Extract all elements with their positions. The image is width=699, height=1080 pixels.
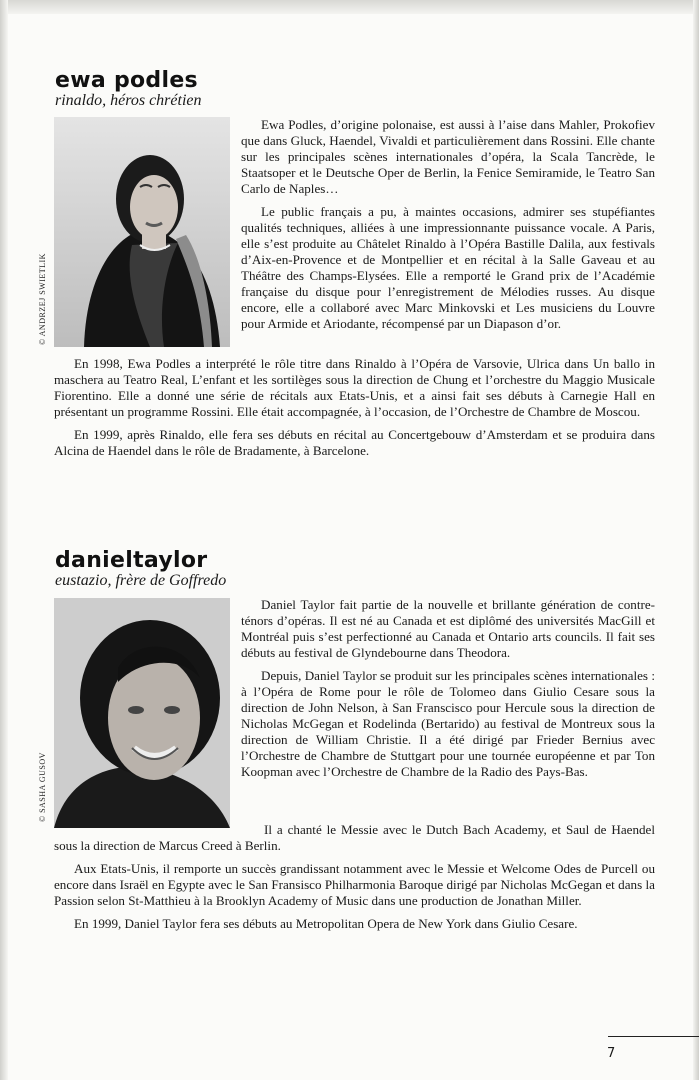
scan-edge-top bbox=[0, 0, 699, 14]
artist-first-name: ewa bbox=[55, 68, 106, 93]
portrait-photo-podles bbox=[54, 117, 230, 347]
scan-edge-right bbox=[693, 0, 699, 1080]
bio-paragraph: En 1999, après Rinaldo, elle fera ses débuts en récital au Concertgebouw d’Amsterdam et se produira dans Alcina de Haendel dans le rôle de Bradamente, à Barcelone. bbox=[54, 427, 655, 458]
bio-side-taylor bbox=[241, 597, 655, 780]
bio-paragraph: En 1998, Ewa Podles a interprété le rôle titre dans Rinaldo à l’Opéra de Varsovie, Ulrica dans Un ballo in maschera au Teatro Real, L’enfant et les sortilèges sous la direction de Chung et l’orchestre du Maggio Musicale Fiorentino. Elle a donné une série de récitals aux Etats-Unis, et a ainsi fait ses débuts à Carnegie Hall en présentant un programme Rossini. Elle était accompagnée, à l’occasion, de l’Orchestre de Chambre de Moscou. bbox=[54, 356, 655, 419]
footer-rule bbox=[608, 1036, 699, 1037]
bio-paragraph: En 1999, Daniel Taylor fera ses débuts au Metropolitan Opera de New York dans Giulio Cesare. bbox=[74, 916, 578, 931]
portrait-image bbox=[54, 117, 230, 347]
bio-paragraph: Ewa Podles, d’origine polonaise, est aussi à l’aise dans Mahler, Prokofiev que dans Gluck, Haendel, Vivaldi et particulièrement dans Rossini. Elle chante sur les principales scènes internationales d’opéra, la Scala Tancrède, le Staatsoper et le Deutsche Oper de Berlin, la Fenice Semiramide, le Teatro San Carlo de Naples… bbox=[241, 117, 655, 196]
photo-credit-podles: © ANDRZEJ SWIETLIK bbox=[38, 253, 47, 345]
bio-side-podles bbox=[241, 117, 655, 332]
page-number: 7 bbox=[607, 1046, 616, 1061]
portrait-image bbox=[54, 598, 230, 828]
bio-full-taylor bbox=[54, 822, 655, 932]
artist-name-taylor bbox=[55, 548, 207, 574]
artist-role-taylor: eustazio, frère de Goffredo bbox=[55, 572, 227, 589]
portrait-photo-taylor bbox=[54, 598, 230, 828]
bio-paragraph: Le public français a pu, à maintes occasions, admirer ses stupéfiantes qualités techniques, alliées à une impressionnante puissance vocale. A Paris, elle s’est produite au Châtelet Rinaldo à l’Opéra Bastille Dalila, aux festivals d’Aix-en-Provence et de Montpellier et en récital à la Salle Gaveau et au Théâtre des Champs-Elysées. Elle a remporté le Grand prix de l’Académie française du disque pour l’enregistrement de Mélodies russes. Au disque encore, elle a collaboré avec Marc Minkovski et Les musiciens du Louvre pour Armide et Ariodante, récompensé par un Diapason d’or. bbox=[241, 204, 655, 331]
scan-edge-left bbox=[0, 0, 8, 1080]
bio-paragraph: Daniel Taylor fait partie de la nouvelle et brillante génération de contre-ténors d’opéras. Il est né au Canada et est diplômé des universités MacGill et Montréal puis s’est perfectionné au Canada et Ontario arts councils. Il fait ses débuts au festival de Glyndebourne dans Theodora. bbox=[241, 597, 655, 660]
bio-paragraph: Aux Etats-Unis, il remporte un succès grandissant notamment avec le Messie et Welcome Odes de Purcell ou encore dans Israël en Egypte avec le San Fransisco Philharmonia Baroque dirigé par Nicholas McGegan et dans la Passion selon St-Matthieu à la Brooklyn Academy of Music dans une production de Jonathan Miller. bbox=[54, 861, 655, 908]
bio-paragraph: Il a chanté le Messie avec le Dutch Bach Academy, et Saul de Haendel sous la direction de Marcus Creed à Berlin. bbox=[54, 822, 655, 853]
artist-first-name: daniel bbox=[55, 548, 134, 573]
artist-name-podles bbox=[55, 68, 198, 94]
bio-full-podles bbox=[54, 356, 655, 459]
artist-role-podles: rinaldo, héros chrétien bbox=[55, 92, 202, 109]
artist-last-name: podles bbox=[113, 68, 198, 93]
bio-paragraph: Depuis, Daniel Taylor se produit sur les principales scènes internationales : à l’Opéra de Rome pour le rôle de Tolomeo dans Giulio Cesare sous la direction de John Nelson, à San Franscisco pour Hercule sous la direction de Nicholas McGegan et Rodelinda (Bertarido) au festival de Montreux sous la direction de William Christie. Il a été dirigé par Frieder Bernius avec l’Orchestre de Chambre de Stuttgart pour une tournée européenne et par Ton Koopman avec l’Orchestre de Chambre de la Radio des Pays-Bas. bbox=[241, 668, 655, 779]
artist-last-name: taylor bbox=[133, 548, 208, 573]
photo-credit-taylor: © SASHA GUSOV bbox=[38, 752, 47, 822]
